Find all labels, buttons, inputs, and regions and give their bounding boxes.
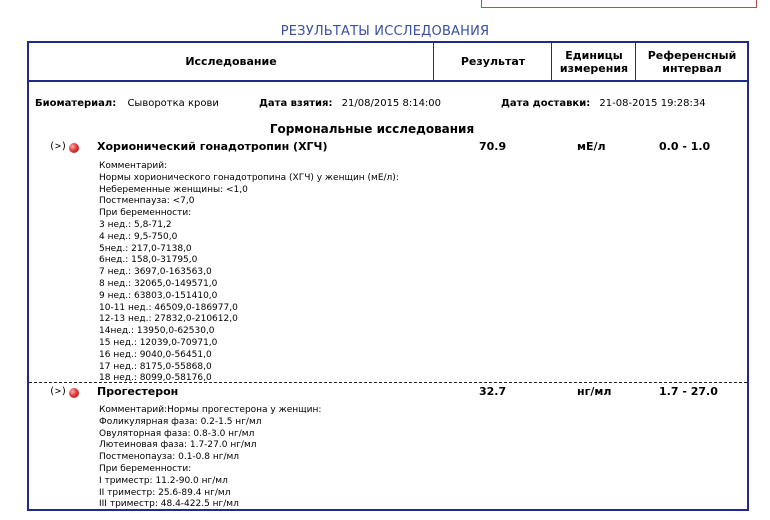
column-header-test: Исследование: [185, 55, 277, 68]
comment-line: При беременности:: [99, 208, 192, 219]
comment-line: Постменпауза: <7,0: [99, 196, 195, 207]
taken-date-label: Дата взятия:: [259, 98, 333, 109]
taken-date-value: 21/08/2015 8:14:00: [341, 98, 442, 109]
units-header-text: Единицы измерения: [559, 48, 629, 75]
biomaterial-label: Биоматериал:: [35, 98, 117, 109]
comment-line: Нормы хорионического гонадотропина (ХГЧ) у женщин (мЕ/л):: [99, 172, 399, 183]
delivery-date-label: Дата доставки:: [501, 98, 591, 109]
column-header-reference: [635, 43, 748, 80]
comment-line: 3 нед.: 5,8-71,2: [99, 219, 172, 230]
comment-line: 12-13 нед.: 27832,0-210612,0: [99, 314, 238, 325]
expand-toggle[interactable]: (>): [49, 386, 68, 397]
comment-line: 8 нед.: 32065,0-149571,0: [99, 278, 218, 289]
comment-line: Лютеиновая фаза: 1.7-27.0 нг/мл: [99, 440, 257, 451]
status-dot-icon: [69, 388, 79, 398]
row-divider: [29, 382, 747, 383]
results-report: [27, 41, 749, 511]
comment-line: Комментарий:Нормы прогестерона у женщин:: [99, 405, 322, 415]
test-result: 32.7: [479, 385, 507, 398]
column-header-result: Результат: [433, 43, 552, 80]
comment-line: 17 нед.: 8175,0-55868,0: [99, 361, 212, 372]
test-unit: мЕ/л: [577, 140, 606, 153]
comment-line: I триместр: 11.2-90.0 нг/мл: [99, 475, 228, 486]
test-unit: нг/мл: [577, 385, 612, 398]
comment-line: 9 нед.: 63803,0-151410,0: [99, 290, 218, 301]
comment-line: Овуляторная фаза: 0.8-3.0 нг/мл: [99, 428, 255, 439]
comment-line: Небеременные женщины: <1,0: [99, 184, 248, 195]
table-header: [29, 43, 747, 82]
comment-line: II триместр: 25.6-89.4 нг/мл: [99, 487, 231, 498]
comment-line: Фоликулярная фаза: 0.2-1.5 нг/мл: [99, 416, 262, 427]
status-dot-icon: [69, 143, 79, 153]
test-comment-hcg: [99, 161, 399, 385]
page-title: РЕЗУЛЬТАТЫ ИССЛЕДОВАНИЯ: [280, 24, 490, 39]
comment-line: 10-11 нед.: 46509,0-186977,0: [99, 302, 238, 313]
comment-line: Постменопауза: 0.1-0.8 нг/мл: [99, 452, 240, 463]
test-row-progesterone: [29, 385, 747, 401]
comment-line: При беременности:: [99, 463, 192, 474]
column-header-units: [551, 43, 636, 80]
test-row-hcg: [29, 140, 747, 156]
delivery-date-value: 21-08-2015 19:28:34: [599, 98, 706, 109]
comment-line: 5нед.: 217,0-7138,0: [99, 243, 192, 254]
test-reference: 0.0 - 1.0: [659, 140, 711, 153]
test-name: Хорионический гонадотропин (ХГЧ): [97, 140, 328, 153]
comment-line: Комментарий:: [99, 161, 168, 171]
biomaterial-info: [35, 98, 219, 109]
comment-line: 6нед.: 158,0-31795,0: [99, 255, 198, 266]
test-result: 70.9: [479, 140, 507, 153]
comment-line: 7 нед.: 3697,0-163563,0: [99, 267, 212, 278]
test-comment-progesterone: [99, 405, 321, 511]
comment-line: 15 нед.: 12039,0-70971,0: [99, 337, 218, 348]
test-reference: 1.7 - 27.0: [659, 385, 718, 398]
section-title: Гормональные исследования: [269, 122, 475, 136]
top-input-box: [481, 0, 757, 8]
comment-line: III триместр: 48.4-422.5 нг/мл: [99, 499, 239, 510]
expand-toggle[interactable]: (>): [49, 141, 68, 152]
delivery-date-info: [501, 98, 706, 109]
taken-date-info: [259, 98, 441, 109]
comment-line: 16 нед.: 9040,0-56451,0: [99, 349, 212, 360]
comment-line: 4 нед.: 9,5-750,0: [99, 231, 178, 242]
test-name: Прогестерон: [97, 385, 179, 398]
biomaterial-value: Сыворотка крови: [127, 98, 219, 109]
reference-header-text: Референсный интервал: [647, 48, 737, 75]
comment-line: 14нед.: 13950,0-62530,0: [99, 326, 215, 337]
comment-line: 18 нед.: 8099,0-58176,0: [99, 373, 212, 384]
